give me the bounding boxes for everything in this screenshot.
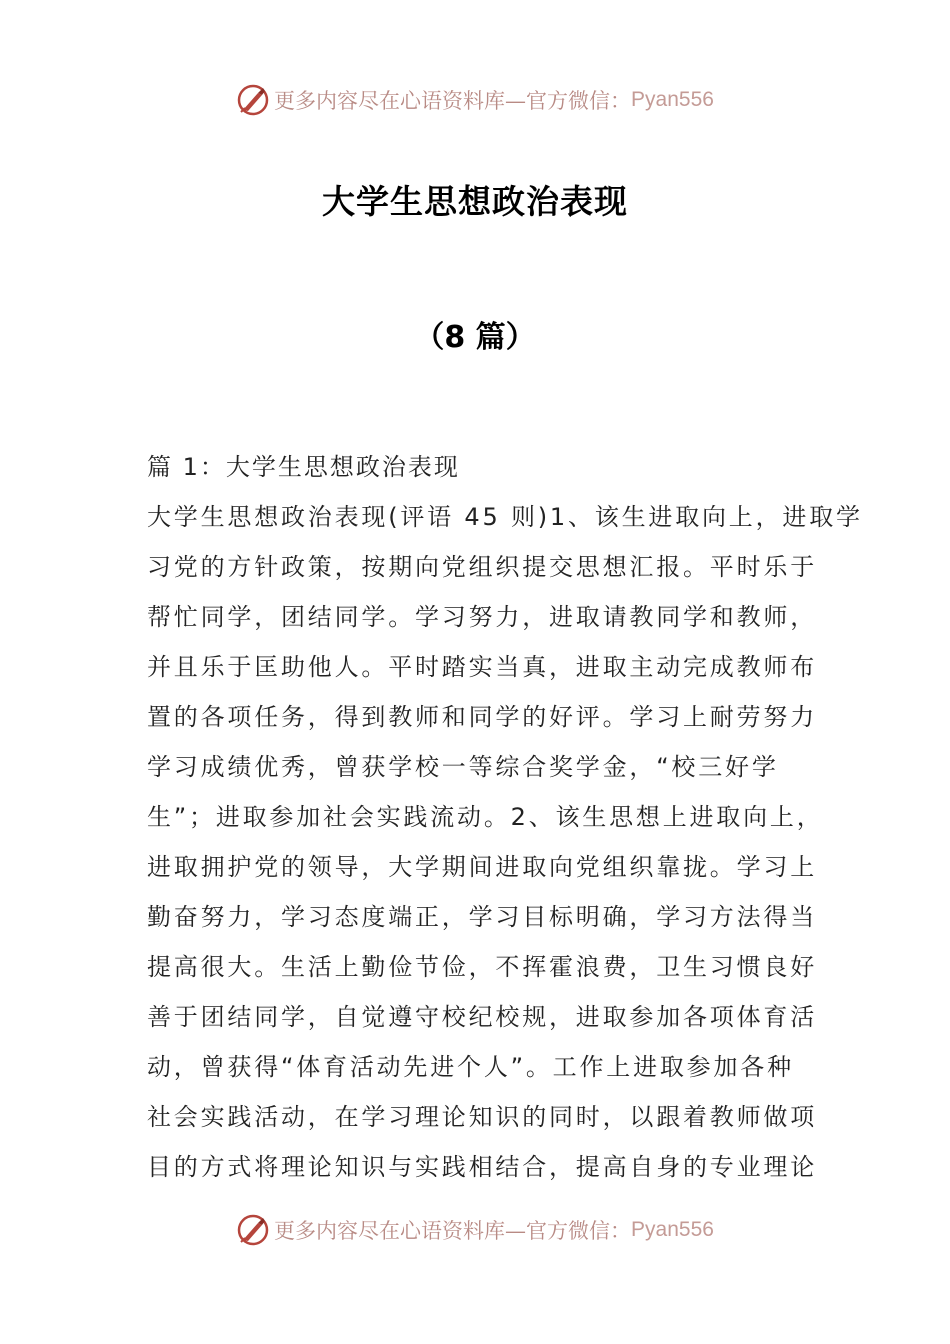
body-line: 提高很大。生活上勤俭节俭，不挥霍浪费，卫生习惯良好 bbox=[147, 953, 817, 981]
body-line: 社会实践活动，在学习理论知识的同时，以跟着教师做项 bbox=[147, 1103, 817, 1131]
banner-wechat-id: Pyan556 bbox=[631, 88, 714, 111]
document-title: 大学生思想政治表现 bbox=[322, 182, 628, 221]
body-line: 进取拥护党的领导，大学期间进取向党组织靠拢。学习上 bbox=[147, 853, 817, 881]
section-heading: 篇 1：大学生思想政治表现 bbox=[147, 453, 460, 481]
body-line: 并且乐于匡助他人。平时踏实当真，进取主动完成教师布 bbox=[147, 653, 817, 681]
body-line: 习党的方针政策，按期向党组织提交思想汇报。平时乐于 bbox=[147, 553, 817, 581]
body-line: 善于团结同学，自觉遵守校纪校规，进取参加各项体育活 bbox=[147, 1003, 817, 1031]
header-banner bbox=[0, 80, 950, 120]
body-line: 学习成绩优秀，曾获学校一等综合奖学金，“校三好学 bbox=[147, 753, 779, 781]
body-line: 生”；进取参加社会实践流动。2、该生思想上进取向上， bbox=[147, 803, 824, 831]
banner-wechat-id: Pyan556 bbox=[631, 1218, 714, 1241]
body-line: 大学生思想政治表现(评语 45 则)1、该生进取向上，进取学 bbox=[147, 503, 863, 531]
body-line: 勤奋努力，学习态度端正，学习目标明确，学习方法得当 bbox=[147, 903, 817, 931]
pen-logo-icon bbox=[236, 83, 270, 117]
banner-text: 更多内容尽在心语资料库—官方微信： bbox=[274, 1219, 632, 1243]
body-line: 动，曾获得“体育活动先进个人”。工作上进取参加各种 bbox=[147, 1053, 794, 1081]
document-subtitle: （8 篇） bbox=[414, 320, 536, 355]
banner-text: 更多内容尽在心语资料库—官方微信： bbox=[274, 89, 632, 113]
pen-logo-icon bbox=[236, 1213, 270, 1247]
body-line: 置的各项任务，得到教师和同学的好评。学习上耐劳努力 bbox=[147, 703, 817, 731]
body-line: 帮忙同学，团结同学。学习努力，进取请教同学和教师， bbox=[147, 603, 817, 631]
document-body bbox=[147, 446, 863, 1196]
footer-banner bbox=[0, 1210, 950, 1250]
body-line: 目的方式将理论知识与实践相结合，提高自身的专业理论 bbox=[147, 1153, 817, 1181]
